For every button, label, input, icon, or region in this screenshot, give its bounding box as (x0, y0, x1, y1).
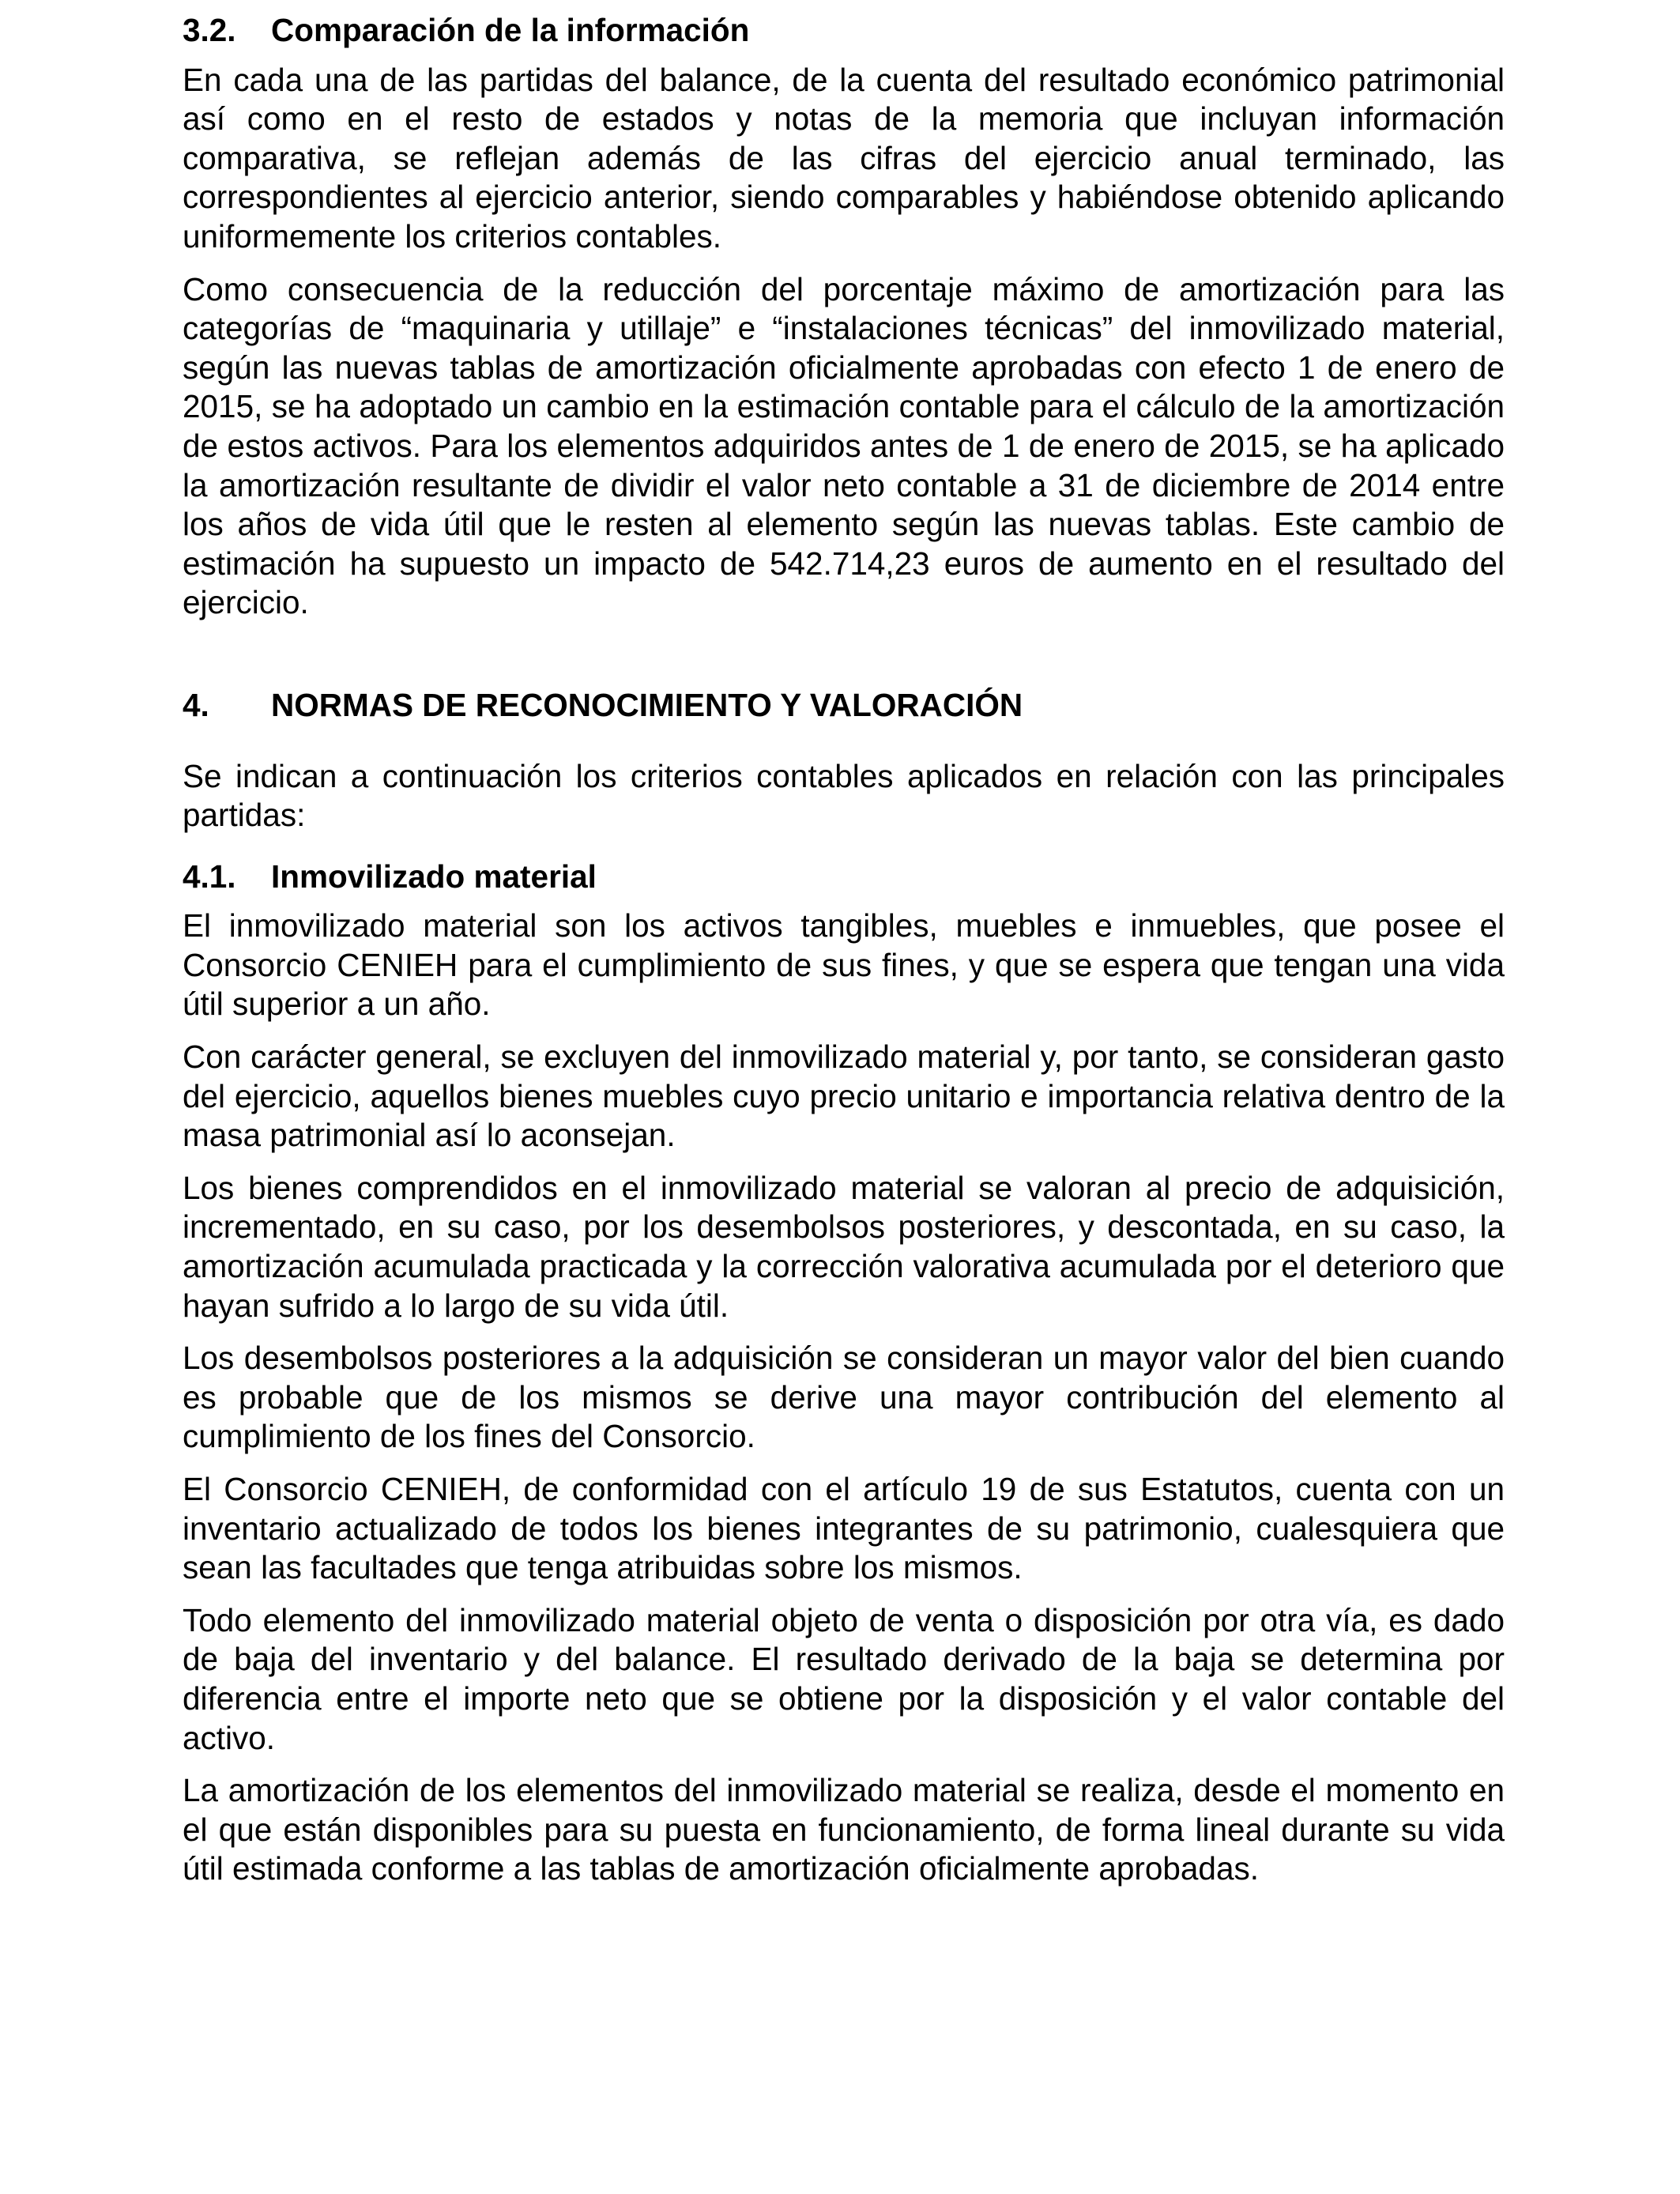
section-3-2-heading (183, 11, 1505, 51)
paragraph: El Consorcio CENIEH, de conformidad con el artículo 19 de sus Estatutos, cuenta con un inventario actualizado de todos los bienes integrantes de su patrimonio, cualesquiera que sean las facultades que tenga atribuidas sobre los mismos. (183, 1471, 1505, 1586)
section-title: Inmovilizado material (271, 858, 597, 895)
paragraph: Se indican a continuación los criterios contables aplicados en relación con las principales partidas: (183, 757, 1505, 834)
section-number: 4. (183, 686, 209, 723)
paragraph: Los bienes comprendidos en el inmovilizado material se valoran al precio de adquisición, incrementado, en su caso, por los desembolsos posteriores, y descontada, en su caso, la amortización acumulada practicada y la corrección valorativa acumulada por el deterioro que hayan sufrido a lo largo de su vida útil. (183, 1169, 1505, 1324)
section-number: 4.1. (183, 858, 236, 895)
paragraph: La amortización de los elementos del inmovilizado material se realiza, desde el momento en el que están disponibles para su puesta en funcionamiento, de forma lineal durante su vida útil estimada conforme a las tablas de amortización oficialmente aprobadas. (183, 1772, 1505, 1887)
paragraph: Como consecuencia de la reducción del porcentaje máximo de amortización para las categorías de “maquinaria y utillaje” e “instalaciones técnicas” del inmovilizado material, según las nuevas tablas de amortización oficialmente aprobadas con efecto 1 de enero de 2015, se ha adoptado un cambio en la estimación contable para el cálculo de la amortización de estos activos. Para los elementos adquiridos antes de 1 de enero de 2015, se ha aplicado la amortización resultante de dividir el valor neto contable a 31 de diciembre de 2014 entre los años de vida útil que le resten al elemento según las nuevas tablas. Este cambio de estimación ha supuesto un impacto de 542.714,23 euros de aumento en el resultado del ejercicio. (183, 270, 1505, 621)
paragraph: Los desembolsos posteriores a la adquisición se consideran un mayor valor del bien cuando es probable que de los mismos se derive una mayor contribución del elemento al cumplimiento de los fines del Consorcio. (183, 1340, 1505, 1455)
document-page (183, 11, 1505, 1902)
paragraph: El inmovilizado material son los activos tangibles, muebles e inmuebles, que posee el Consorcio CENIEH para el cumplimiento de sus fines, y que se espera que tengan una vida útil superior a un año. (183, 907, 1505, 1023)
section-title: Comparación de la información (271, 12, 750, 48)
section-4-heading (183, 686, 1505, 726)
section-number: 3.2. (183, 12, 236, 48)
paragraph: En cada una de las partidas del balance, de la cuenta del resultado económico patrimonial así como en el resto de estados y notas de la memoria que incluyan información comparativa, se reflejan además de las cifras del ejercicio anual terminado, las correspondientes al ejercicio anterior, siendo comparables y habiéndose obtenido aplicando uniformemente los criterios contables. (183, 61, 1505, 254)
section-title: NORMAS DE RECONOCIMIENTO Y VALORACIÓN (271, 686, 1023, 723)
paragraph: Con carácter general, se excluyen del inmovilizado material y, por tanto, se consideran gasto del ejercicio, aquellos bienes muebles cuyo precio unitario e importancia relativa dentro de la masa patrimonial así lo aconsejan. (183, 1039, 1505, 1154)
paragraph: Todo elemento del inmovilizado material objeto de venta o disposición por otra vía, es dado de baja del inventario y del balance. El resultado derivado de la baja se determina por diferencia entre el importe neto que se obtiene por la disposición y el valor contable del activo. (183, 1601, 1505, 1756)
section-4-1-heading (183, 858, 1505, 897)
